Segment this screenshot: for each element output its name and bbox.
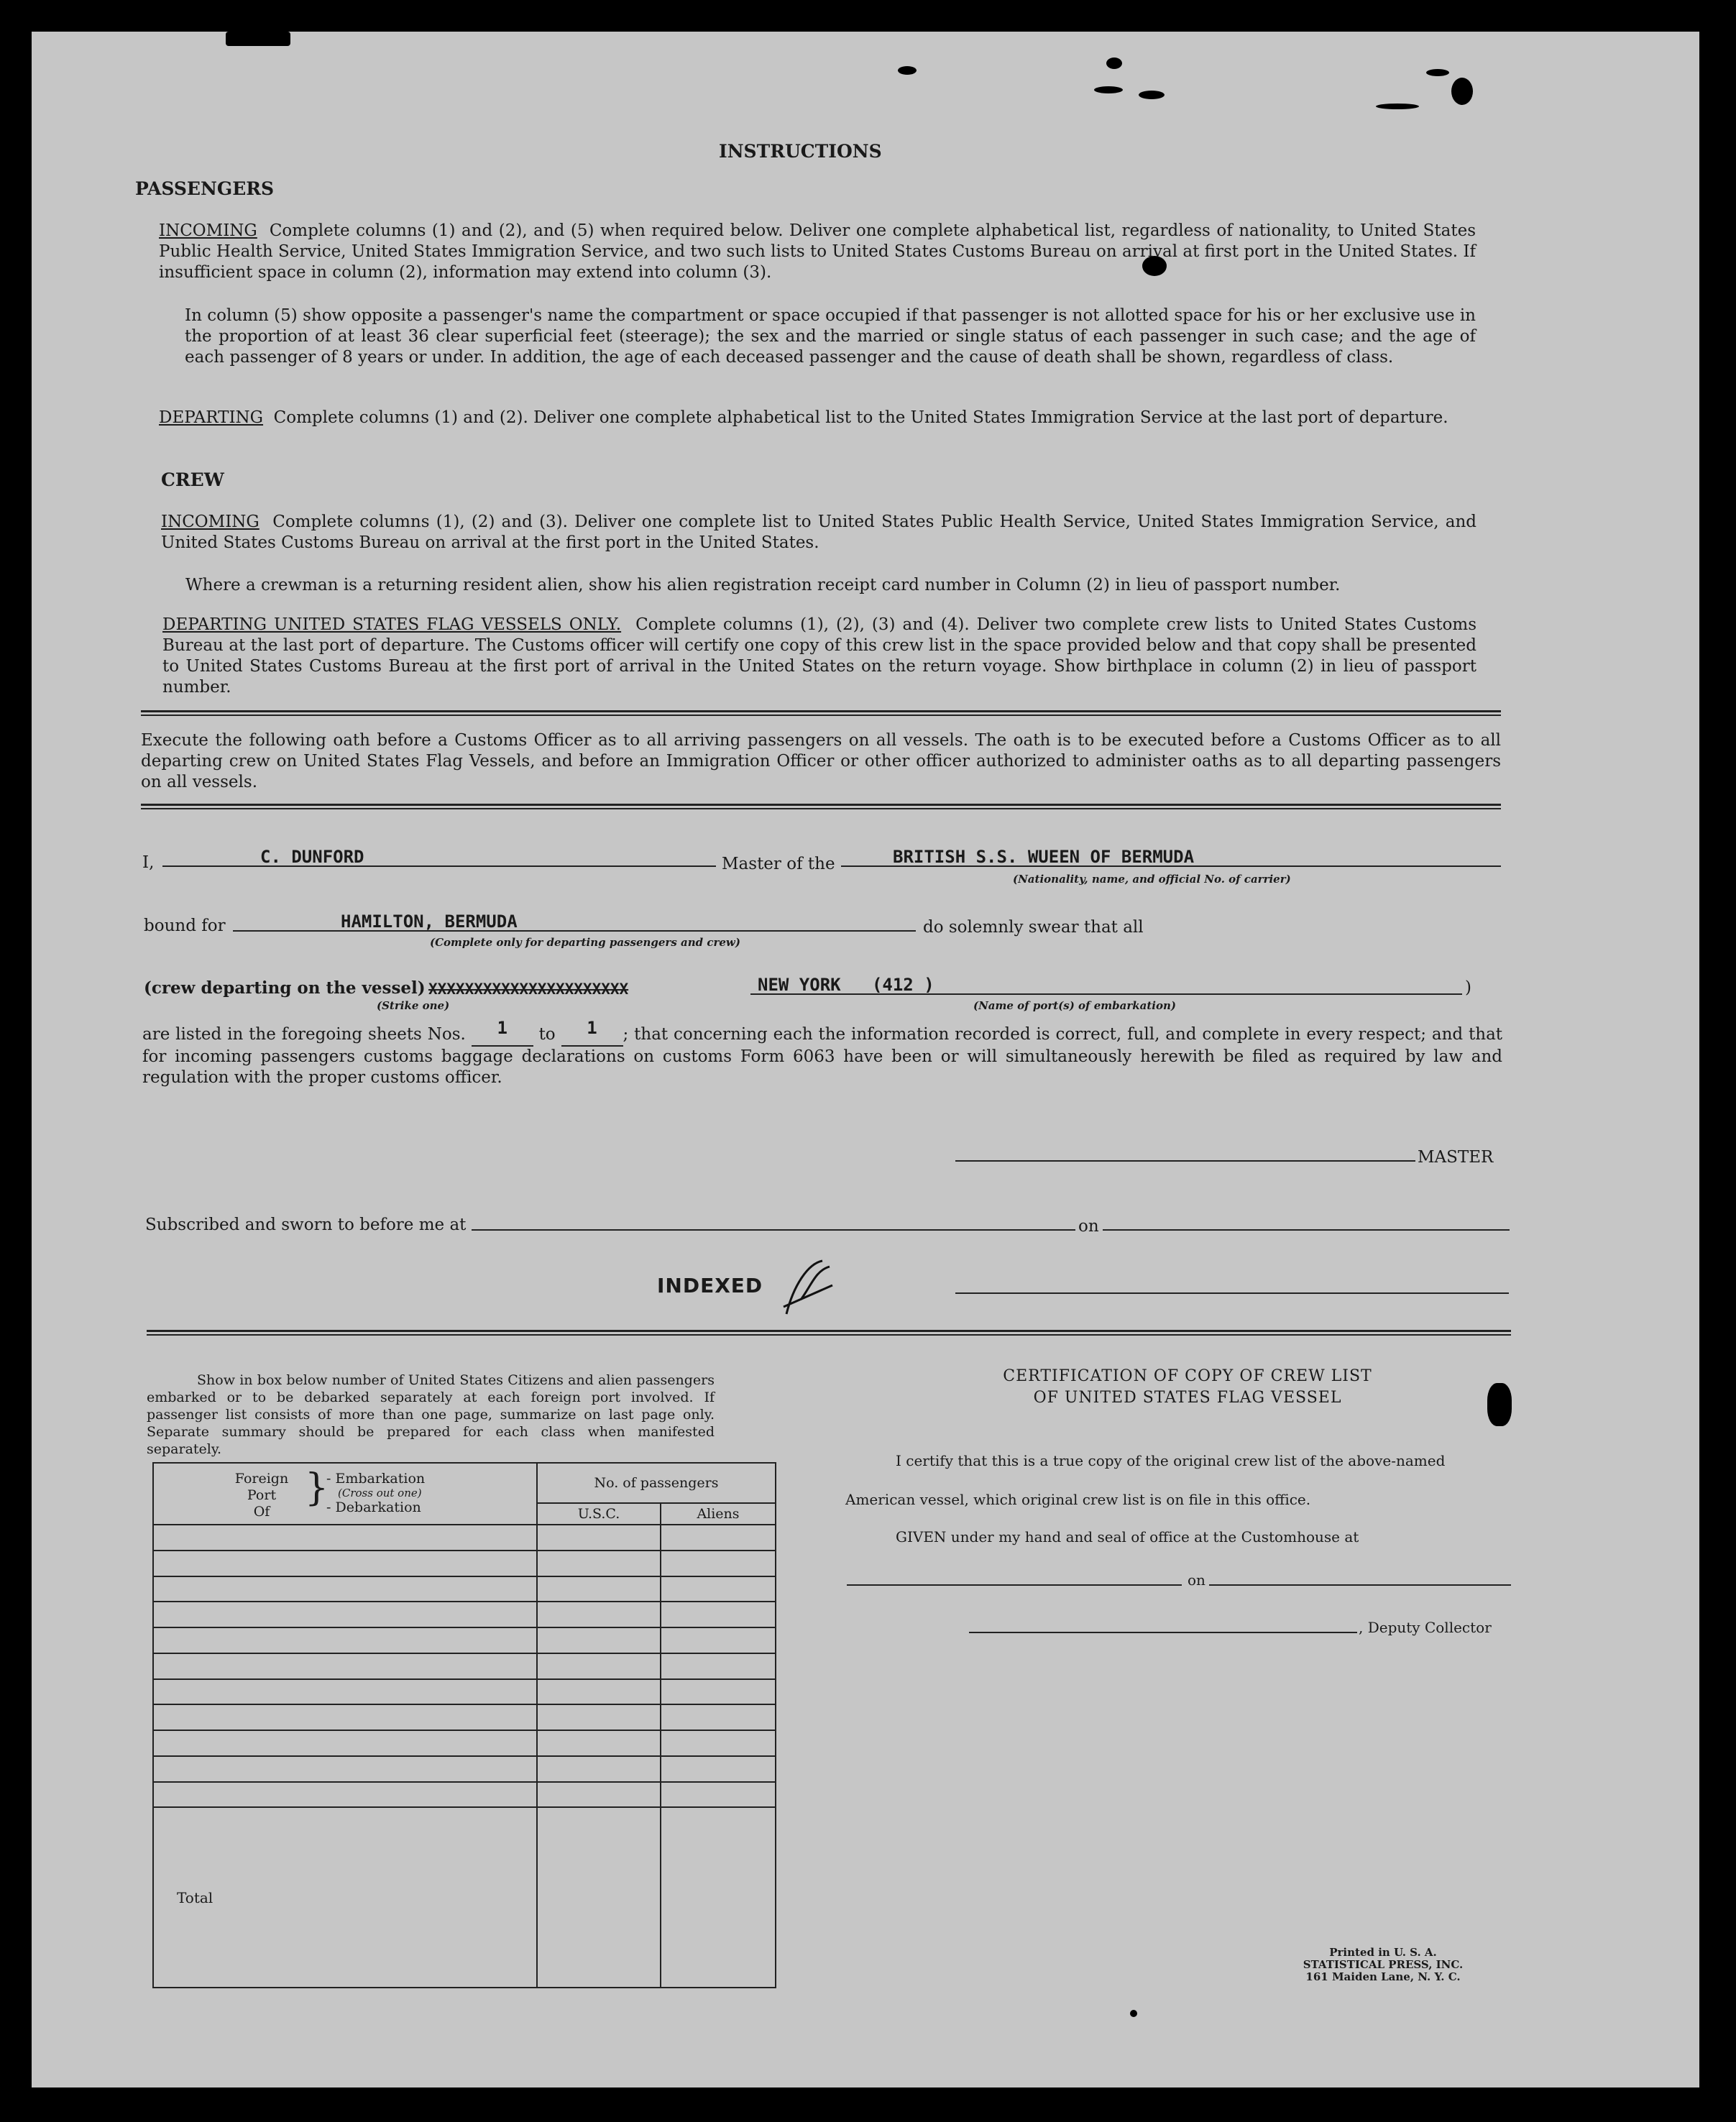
usc-cell (537, 1782, 661, 1808)
usc-cell (537, 1730, 661, 1756)
flag-vessels-paragraph (162, 615, 1476, 698)
instructions-title: INSTRUCTIONS (719, 141, 882, 162)
scan-mark (1130, 2010, 1137, 2017)
table-row (153, 1576, 776, 1602)
divider-rule (147, 1330, 1511, 1336)
printer-line1: Printed in U. S. A. (1329, 1946, 1437, 1959)
given-text: GIVEN under my hand and seal of office at the Customhouse at (896, 1528, 1359, 1545)
aliens-cell (661, 1551, 776, 1576)
certification-title-line1: CERTIFICATION OF COPY OF CREW LIST (1003, 1367, 1372, 1385)
divider-rule (141, 804, 1501, 809)
foreign-port-header (153, 1463, 537, 1525)
certification-title-line2: OF UNITED STATES FLAG VESSEL (1033, 1389, 1342, 1407)
embarkation-label: - Embarkation (326, 1471, 426, 1487)
struck-option: XXXXXXXXXXXXXXXXXXXXXX (428, 980, 629, 998)
indexed-stamp: INDEXED (657, 1274, 763, 1297)
table-row (153, 1627, 776, 1653)
usc-cell (537, 1602, 661, 1627)
sheets-paragraph (142, 1018, 1503, 1088)
table-row (153, 1653, 776, 1679)
aliens-cell (661, 1704, 776, 1730)
scan-mark (1451, 78, 1473, 105)
crew-incoming-paragraph (161, 512, 1476, 554)
port-cell (153, 1679, 537, 1705)
port-cell (153, 1602, 537, 1627)
vessel-caption: (Nationality, name, and official No. of carrier) (1013, 873, 1291, 886)
scan-mark (1376, 104, 1419, 109)
table-row (153, 1756, 776, 1782)
port-cell (153, 1525, 537, 1551)
port-cell (153, 1653, 537, 1679)
divider-rule (141, 710, 1501, 716)
aliens-cell (661, 1782, 776, 1808)
departing-label: DEPARTING (159, 408, 264, 427)
port-cell (153, 1627, 537, 1653)
port-cell (153, 1704, 537, 1730)
bound-for-caption: (Complete only for departing passengers and crew) (430, 936, 740, 949)
port-cell (153, 1756, 537, 1782)
crew-heading: CREW (161, 469, 224, 490)
passenger-summary-table (152, 1462, 776, 1988)
table-row (153, 1525, 776, 1551)
usc-cell (537, 1679, 661, 1705)
usc-cell (537, 1653, 661, 1679)
total-label: Total (153, 1807, 537, 1988)
crew-departing-label: (crew departing on the vessel) (144, 978, 426, 998)
flag-vessels-text: Complete columns (1), (2), (3) and (4). Deliver two complete crew lists to United States Customs Bureau at the last port of departure. The Customs officer will certify one copy of this crew list in the space provided below and that copy shall be presented to United States Customs Bureau at the first port of arrival in the United States on the return voyage. Show birthplace in column (2) in lieu of passport number. (162, 615, 1476, 697)
cert-date-line (1209, 1584, 1511, 1586)
certify-line2: American vessel, which original crew list is on file in this office. (845, 1491, 1311, 1508)
port-cell (153, 1576, 537, 1602)
table-row (153, 1782, 776, 1808)
bound-for-value: HAMILTON, BERMUDA (341, 911, 518, 932)
printer-line3: 161 Maiden Lane, N. Y. C. (1305, 1970, 1461, 1983)
table-row (153, 1551, 776, 1576)
crew-incoming-text: Complete columns (1), (2) and (3). Deliver one complete list to United States Public Health Service, United States Immigration Service, and United States Customs Bureau on arrival at the first port in the United States. (161, 513, 1476, 552)
bound-for-line (233, 930, 916, 932)
incoming-text: Complete columns (1) and (2), and (5) when required below. Deliver one complete alphabetical list, regardless of nationality, to United States Public Health Service, United States Immigration Service, and two such lists to United States Customs Bureau on arrival at first port in the United States. If insufficient space in column (2), information may extend into column (3). (159, 221, 1476, 282)
handwritten-initials (779, 1257, 837, 1326)
flag-vessels-label: DEPARTING UNITED STATES FLAG VESSELS ONLY. (162, 615, 622, 634)
aliens-cell (661, 1576, 776, 1602)
crew-incoming-label: INCOMING (161, 513, 260, 531)
printer-line2: STATISTICAL PRESS, INC. (1303, 1958, 1464, 1971)
close-paren: ) (1465, 978, 1471, 997)
master-name-line (162, 865, 716, 867)
subscribed-label: Subscribed and sworn to before me at (145, 1216, 467, 1234)
deputy-collector-label: , Deputy Collector (1359, 1619, 1492, 1636)
cross-out-label: (Cross out one) (338, 1487, 422, 1499)
table-row (153, 1602, 776, 1627)
brace: } (305, 1466, 329, 1510)
usc-total-cell (537, 1807, 661, 1988)
foreign-label: Foreign (234, 1471, 289, 1487)
sheets-tail-text: ; that concerning each the information recorded is correct, full, and complete in every respect; and that for incoming passengers customs baggage declarations on customs Form 6063 have been or will simultaneously herewith be filed as required by law and regulation with the proper customs officer. (142, 1025, 1503, 1087)
port-label: Port (247, 1487, 277, 1503)
scan-mark (1426, 69, 1449, 76)
incoming-label: INCOMING (159, 221, 257, 240)
cert-on-label: on (1188, 1571, 1205, 1589)
sheets-label: are listed in the foregoing sheets Nos. (142, 1025, 466, 1044)
customhouse-line (847, 1584, 1182, 1586)
aliens-cell (661, 1679, 776, 1705)
master-label: MASTER (1418, 1148, 1494, 1167)
to-label: to (538, 1025, 556, 1044)
vessel-name: BRITISH S.S. WUEEN OF BERMUDA (893, 847, 1195, 867)
aliens-cell (661, 1627, 776, 1653)
port-caption: (Name of port(s) of embarkation) (973, 999, 1176, 1012)
no-of-passengers-header: No. of passengers (537, 1463, 776, 1503)
printer-imprint (1239, 1947, 1527, 1983)
sheet-from: 1 (497, 1018, 508, 1038)
subscribed-on-label: on (1078, 1217, 1099, 1236)
aliens-cell (661, 1756, 776, 1782)
deputy-signature-line (969, 1632, 1357, 1633)
of-label: Of (253, 1504, 270, 1520)
table-row (153, 1730, 776, 1756)
aliens-cell (661, 1730, 776, 1756)
sheet-to-field (561, 1018, 623, 1047)
scan-mark (1139, 91, 1165, 99)
certification-title (822, 1366, 1553, 1409)
master-name: C. DUNFORD (260, 847, 364, 867)
port-cell (153, 1782, 537, 1808)
aliens-cell (661, 1653, 776, 1679)
port-value: NEW YORK (412 ) (758, 975, 934, 995)
usc-cell (537, 1756, 661, 1782)
passengers-departing-paragraph (159, 408, 1476, 428)
bound-for-label: bound for (144, 917, 226, 935)
subscribed-date-line (1103, 1229, 1510, 1231)
master-signature-line (955, 1160, 1415, 1162)
oath-i-label: I, (142, 853, 155, 872)
sheet-to: 1 (587, 1018, 597, 1038)
sheet-from-field (472, 1018, 533, 1047)
crewman-paragraph: Where a crewman is a returning resident alien, show his alien registration receipt card number in Column (2) in lieu of passport number. (185, 576, 1341, 594)
port-cell (153, 1551, 537, 1576)
strike-caption: (Strike one) (377, 999, 450, 1012)
subscribed-place-line (472, 1229, 1075, 1231)
swear-label: do solemnly swear that all (923, 918, 1144, 937)
usc-cell (537, 1551, 661, 1576)
aliens-total-cell (661, 1807, 776, 1988)
summary-intro: Show in box below number of United States Citizens and alien passengers embarked or to be debarked separately at each foreign port involved. If passenger list consists of more than one page, summarize on last page only. Separate summary should be prepared for each class when manifested separately. (147, 1372, 715, 1457)
column5-paragraph: In column (5) show opposite a passenger's name the compartment or space occupied if that passenger is not allotted space for his or her exclusive use in the proportion of at least 36 clear superficial feet (steerage); the sex and the married or single status of each passenger in such case; and the age of each passenger of 8 years or under. In addition, the age of each deceased passenger and the cause of death shall be shown, regardless of class. (185, 306, 1476, 367)
aliens-cell (661, 1525, 776, 1551)
form-sheet (32, 32, 1699, 2087)
foreign-port-of-label (226, 1471, 298, 1520)
usc-header: U.S.C. (537, 1503, 661, 1525)
usc-cell (537, 1576, 661, 1602)
table-row (153, 1704, 776, 1730)
embark-options (326, 1471, 425, 1516)
scan-mark (1106, 58, 1122, 69)
passengers-heading: PASSENGERS (135, 178, 275, 199)
departing-text: Complete columns (1) and (2). Deliver one complete alphabetical list to the United States Immigration Service at the last port of departure. (273, 408, 1448, 427)
master-of-label: Master of the (722, 855, 835, 873)
usc-cell (537, 1525, 661, 1551)
aliens-header: Aliens (661, 1503, 776, 1525)
usc-cell (537, 1627, 661, 1653)
scan-mark (226, 32, 290, 46)
certify-line1: I certify that this is a true copy of the original crew list of the above-named (896, 1452, 1446, 1469)
scan-mark (1094, 86, 1123, 93)
passengers-incoming-paragraph (159, 221, 1476, 283)
port-cell (153, 1730, 537, 1756)
debarkation-label: - Debarkation (326, 1499, 421, 1515)
scan-mark (898, 66, 917, 75)
total-row (153, 1807, 776, 1988)
officer-signature-line (955, 1292, 1509, 1294)
table-row (153, 1679, 776, 1705)
usc-cell (537, 1704, 661, 1730)
oath-intro: Execute the following oath before a Customs Officer as to all arriving passengers on all vessels. The oath is to be executed before a Customs Officer as to all departing crew on United States Flag Vessels, and before an Immigration Officer or other officer authorized to administer oaths as to all departing passengers on all vessels. (141, 731, 1501, 791)
aliens-cell (661, 1602, 776, 1627)
